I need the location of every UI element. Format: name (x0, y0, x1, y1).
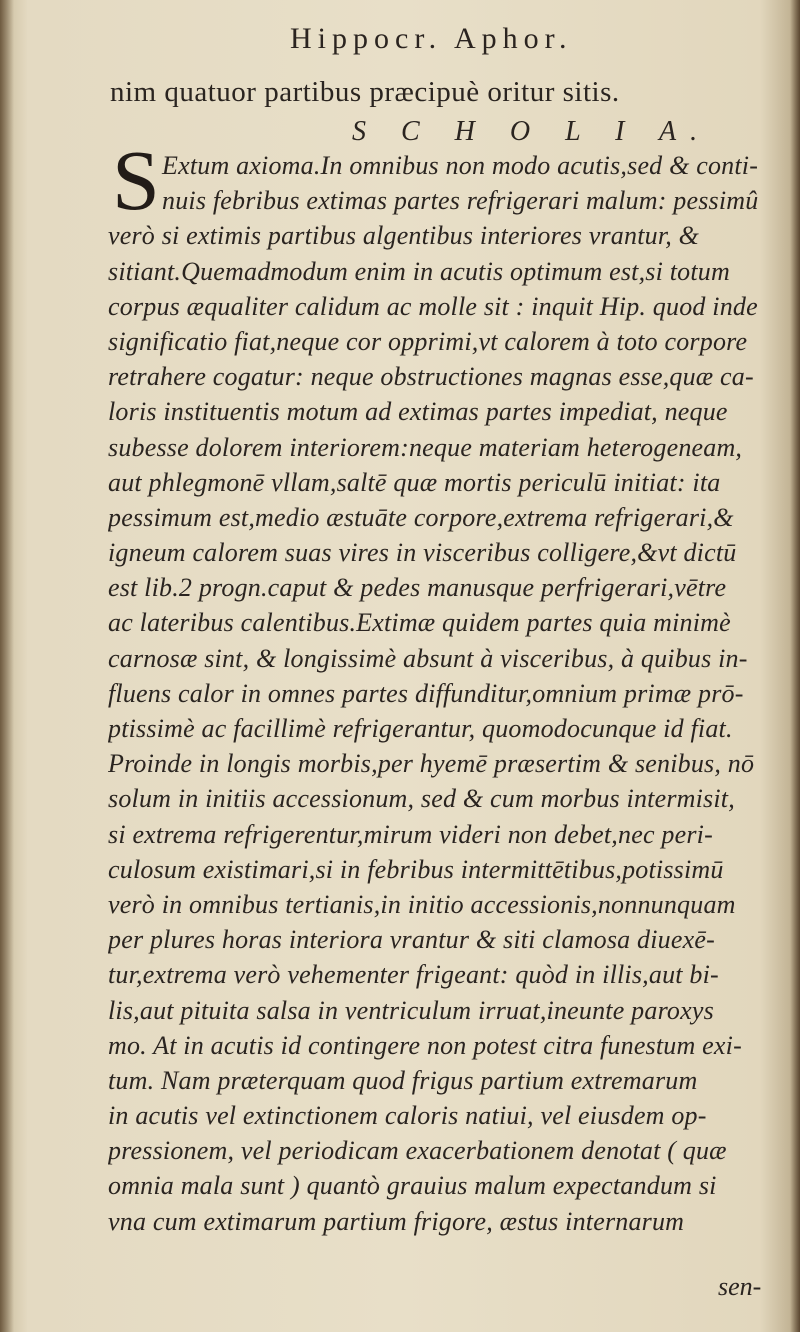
text-line: corpus æqualiter calidum ac molle sit : inquit Hip. quod inde (108, 291, 758, 321)
first-line: nim quatuor partibus præcipuè oritur sitis. (110, 76, 620, 108)
text-line: retrahere cogatur: neque obstructiones magnas esse,quæ ca- (108, 362, 754, 392)
text-line: mo. At in acutis id contingere non potest citra funestum exi- (108, 1030, 742, 1060)
catchword: sen- (718, 1272, 762, 1301)
text-line: igneum calorem suas vires in visceribus colligere,&vt dictū (108, 538, 737, 568)
text-line: carnosæ sint, & longissimè absunt à visceribus, à quibus in- (108, 643, 748, 673)
text-line: est lib.2 progn.caput & pedes manusque perfrigerari,vētre (108, 573, 727, 603)
running-head: Hippocr. Aphor. (290, 22, 573, 55)
text-line: nuis febribus extimas partes refrigerari malum: pessimû (162, 186, 759, 216)
text-line: loris instituentis motum ad extimas partes impediat, neque (108, 397, 728, 427)
text-line: ac lateribus calentibus.Extimæ quidem partes quia minimè (108, 608, 731, 638)
text-line: aut phlegmonē vllam,saltē quæ mortis periculū initiat: ita (108, 467, 721, 497)
text-line: pessimum est,medio æstuāte corpore,extrema refrigerari,& (108, 502, 734, 532)
drop-cap: S (112, 132, 160, 228)
text-line: si extrema refrigerentur,mirum videri non debet,nec peri- (108, 819, 713, 849)
text-line: pressionem, vel periodicam exacerbationem denotat ( quæ (108, 1136, 727, 1166)
text-line: culosum existimari,si in febribus intermittētibus,potissimū (108, 854, 724, 884)
text-line: verò si extimis partibus algentibus interiores vrantur, & (108, 221, 700, 251)
text-line: tur,extrema verò vehementer frigeant: quòd in illis,aut bi- (108, 960, 719, 990)
text-line: Proinde in longis morbis,per hyemē præsertim & senibus, nō (108, 749, 755, 779)
text-line: subesse dolorem interiorem:neque materiam heterogeneam, (108, 432, 743, 462)
text-line: in acutis vel extinctionem caloris natiui, vel eiusdem op- (108, 1101, 707, 1131)
text-line: ptissimè ac facillimè refrigerantur, quomodocunque id fiat. (108, 714, 733, 743)
text-line: vna cum extimarum partium frigore, æstus internarum (108, 1206, 685, 1236)
text-line: per plures horas interiora vrantur & siti clamosa diuexē- (108, 925, 715, 955)
text-line: significatio fiat,neque cor opprimi,vt calorem à toto corpore (108, 326, 748, 356)
text-line: sitiant.Quemadmodum enim in acutis optimum est,si totum (108, 256, 730, 286)
text-line: fluens calor in omnes partes diffunditur,omnium primæ prō- (108, 678, 744, 708)
text-line: solum in initiis accessionum, sed & cum morbus intermisit, (108, 784, 735, 814)
text-line: Extum axioma.In omnibus non modo acutis,sed & conti- (162, 151, 759, 180)
section-heading: S C H O L I A. (352, 116, 712, 147)
text-line: verò in omnibus tertianis,in initio accessionis,nonnunquam (108, 889, 736, 919)
text-line: omnia mala sunt ) quantò grauius malum expectandum si (108, 1171, 717, 1201)
body-text (108, 148, 798, 1239)
text-line: lis,aut pituita salsa in ventriculum irruat,ineunte paroxys (108, 995, 714, 1025)
binding-shadow (0, 0, 14, 1332)
text-line: tum. Nam præterquam quod frigus partium extremarum (108, 1065, 698, 1095)
